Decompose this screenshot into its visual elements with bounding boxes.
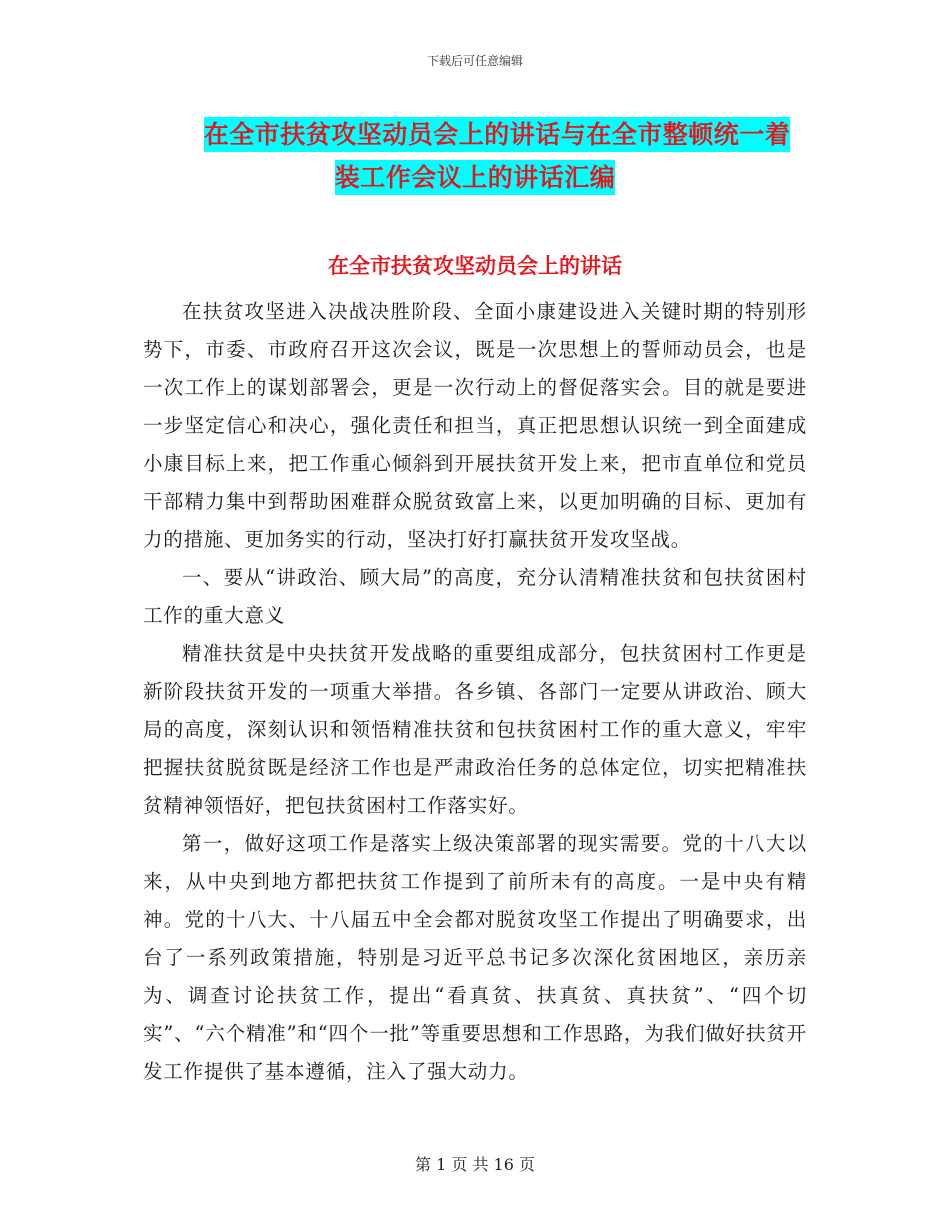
section-title: 在全市扶贫攻坚动员会上的讲话 (328, 254, 622, 278)
document-title-text-2: 装工作会议上的讲话汇编 (335, 160, 616, 195)
paragraph-heading: 一、要从“讲政治、顾大局”的高度，充分认清精准扶贫和包扶贫困村工作的重大意义 (143, 566, 807, 627)
document-title-line-2 (0, 158, 950, 194)
document-title-text-1: 在全市扶贫攻坚动员会上的讲话与在全市整顿统一着 (204, 117, 791, 152)
document-body (143, 293, 807, 1091)
page-header-note: 下载后可任意编辑 (426, 54, 523, 68)
paragraph: 在扶贫攻坚进入决战决胜阶段、全面小康建设进入关键时期的特别形势下，市委、市政府召开这次会议，既是一次思想上的誓师动员会，也是一次工作上的谋划部署会，更是一次行动上的督促落实会。目的就是要进一步坚定信心和决心，强化责任和担当，真正把思想认识统一到全面建成小康目标上来，把工作重心倾斜到开展扶贫开发上来，把市直单位和党员干部精力集中到帮助困难群众脱贫致富上来，以更加明确的目标、更加有力的措施、更加务实的行动，坚决打好打赢扶贫开发攻坚战。 (143, 300, 807, 551)
document-title-line-1 (22, 115, 950, 151)
paragraph: 第一，做好这项工作是落实上级决策部署的现实需要。党的十八大以来，从中央到地方都把扶贫工作提到了前所未有的高度。一是中央有精神。党的十八大、十八届五中全会都对脱贫攻坚工作提出了明确要求，出台了一系列政策措施，特别是习近平总书记多次深化贫困地区，亲历亲为、调查讨论扶贫工作，提出“看真贫、扶真贫、真扶贫”、“四个切实”、“六个精准”和“四个一批”等重要思想和工作思路，为我们做好扶贫开发工作提供了基本遵循，注入了强大动力。 (143, 832, 807, 1083)
page-number-footer: 第 1 页 共 16 页 (415, 1155, 535, 1174)
paragraph: 精准扶贫是中央扶贫开发战略的重要组成部分，包扶贫困村工作更是新阶段扶贫开发的一项重大举措。各乡镇、各部门一定要从讲政治、顾大局的高度，深刻认识和领悟精准扶贫和包扶贫困村工作的重大意义，牢牢把握扶贫脱贫既是经济工作也是严肃政治任务的总体定位，切实把精准扶贫精神领悟好，把包扶贫困村工作落实好。 (143, 642, 807, 817)
